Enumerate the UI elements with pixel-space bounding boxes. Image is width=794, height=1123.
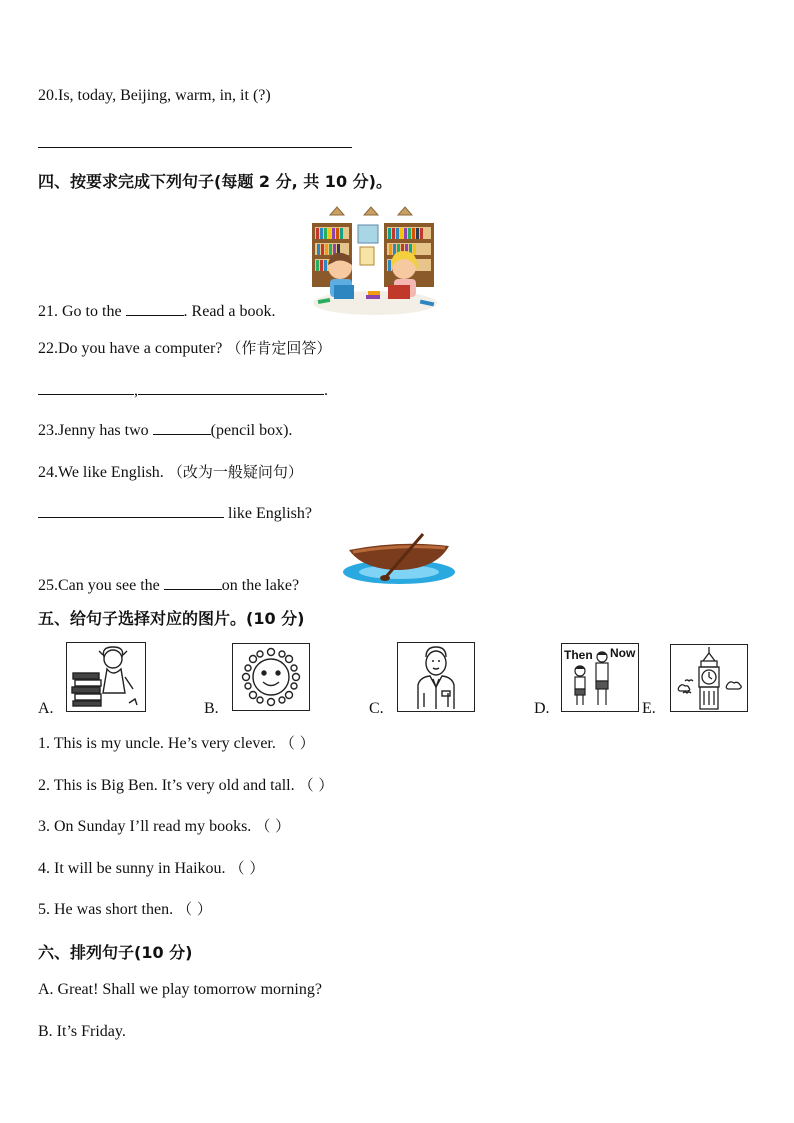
match-item-5-text: 5. He was short then. — [38, 901, 174, 918]
question-21-suffix: . Read a book. — [183, 303, 276, 320]
question-22 — [38, 337, 331, 358]
answer-paren-4[interactable]: （ ） — [229, 859, 265, 877]
match-item-4 — [38, 857, 264, 878]
option-d-picture[interactable] — [561, 643, 639, 712]
question-25 — [38, 575, 299, 595]
section-5-title: 五、给句子选择对应的图片。(10 分) — [38, 609, 305, 628]
option-b-picture[interactable] — [232, 643, 310, 711]
answer-24-suffix: like English? — [224, 505, 312, 522]
answer-blank-21[interactable] — [126, 301, 184, 316]
answer-blank-22a[interactable] — [38, 380, 134, 395]
library-picture — [308, 203, 442, 319]
match-item-1-text: 1. This is my uncle. He’s very clever. — [38, 735, 276, 752]
answer-blank-23[interactable] — [153, 420, 211, 435]
option-a-label: A. — [38, 700, 54, 717]
question-24-text: 24.We like English. — [38, 464, 164, 481]
match-item-1 — [38, 732, 315, 753]
match-item-3 — [38, 815, 290, 836]
section-6-title: 六、排列句子(10 分) — [38, 943, 193, 962]
sentence-b: B. It’s Friday. — [38, 1023, 126, 1040]
section-4-title: 四、按要求完成下列句子(每题 2 分, 共 10 分)。 — [38, 172, 392, 191]
question-25-prefix: 25.Can you see the — [38, 577, 164, 594]
girl-with-books-icon — [67, 643, 145, 711]
question-21 — [38, 301, 276, 321]
question-24-note: （改为一般疑问句） — [167, 463, 303, 481]
match-item-2 — [38, 774, 333, 795]
answer-paren-5[interactable]: （ ） — [177, 900, 212, 918]
answer-22 — [38, 380, 328, 400]
then-label: Then — [564, 648, 593, 662]
sentence-a: A. Great! Shall we play tomorrow morning? — [38, 981, 322, 998]
question-25-suffix: on the lake? — [221, 577, 300, 594]
option-b-label: B. — [204, 700, 219, 717]
question-24 — [38, 461, 303, 482]
answer-line-20[interactable] — [38, 147, 352, 148]
now-label: Now — [610, 646, 636, 660]
question-23-prefix: 23.Jenny has two — [38, 422, 153, 439]
match-item-4-text: 4. It will be sunny in Haikou. — [38, 860, 226, 877]
boat-picture — [341, 532, 457, 588]
sun-icon — [233, 644, 309, 710]
match-item-3-text: 3. On Sunday I’ll read my books. — [38, 818, 252, 835]
match-item-5 — [38, 898, 212, 919]
big-ben-icon — [671, 645, 747, 711]
answer-24 — [38, 503, 312, 523]
option-c-label: C. — [369, 700, 384, 717]
option-e-picture[interactable] — [670, 644, 748, 712]
question-22-note: （作肯定回答） — [226, 339, 332, 357]
question-23-suffix: (pencil box). — [210, 422, 293, 439]
answer-22-comma: , — [134, 382, 138, 399]
man-in-suit-icon — [398, 643, 474, 711]
answer-blank-22b[interactable] — [138, 380, 324, 395]
question-20 — [38, 87, 271, 105]
option-c-picture[interactable] — [397, 642, 475, 712]
option-e-label: E. — [642, 700, 656, 717]
option-a-picture[interactable] — [66, 642, 146, 712]
question-22-text: 22.Do you have a computer? — [38, 340, 223, 357]
match-item-2-text: 2. This is Big Ben. It’s very old and tall. — [38, 777, 295, 794]
option-d-label: D. — [534, 700, 550, 717]
answer-22-period: . — [324, 382, 328, 399]
answer-paren-1[interactable]: （ ） — [279, 734, 315, 752]
answer-paren-3[interactable]: （ ） — [255, 817, 291, 835]
answer-paren-2[interactable]: （ ） — [298, 776, 334, 794]
answer-blank-25[interactable] — [164, 575, 222, 590]
question-20-text: 20.Is, today, Beijing, warm, in, it (?) — [38, 87, 271, 104]
question-21-prefix: 21. Go to the — [38, 303, 126, 320]
question-23 — [38, 420, 292, 440]
answer-blank-24[interactable] — [38, 503, 224, 518]
